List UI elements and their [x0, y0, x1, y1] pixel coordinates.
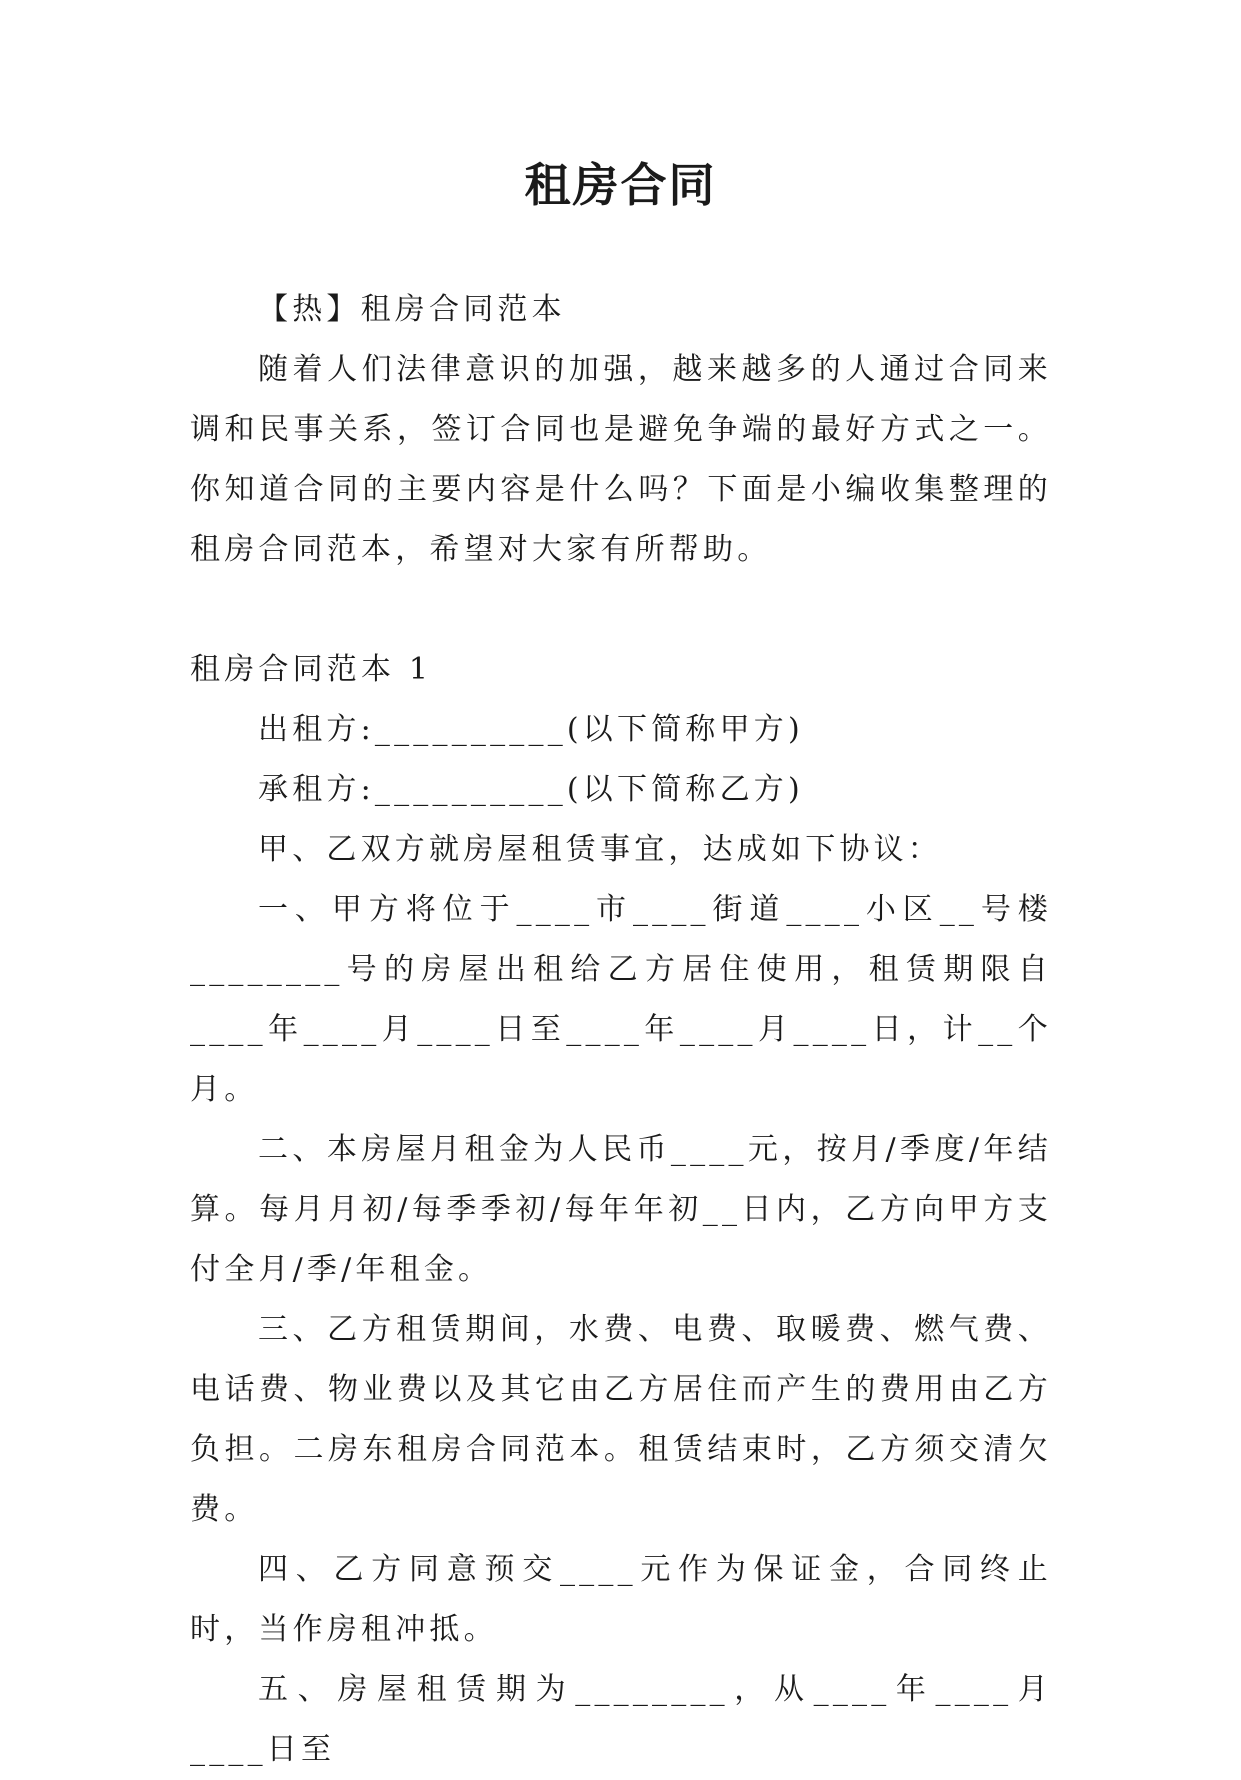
clause-5: 五、房屋租赁期为________，从____年____月____日至 — [190, 1672, 1052, 1767]
spacer — [190, 580, 1052, 640]
clause-1: 一、甲方将位于____市____街道____小区__号楼________号的房屋出租给乙方居住使用，租赁期限自____年____月____日至____年____月____日，计__个月。 — [190, 892, 1052, 1107]
lessor-line: 出租方:__________(以下简称甲方) — [258, 712, 804, 747]
clause-3: 三、乙方租赁期间，水费、电费、取暖费、燃气费、电话费、物业费以及其它由乙方居住而产生的费用由乙方负担。二房东租房合同范本。租赁结束时，乙方须交清欠费。 — [190, 1312, 1052, 1527]
intro-paragraph: 随着人们法律意识的加强，越来越多的人通过合同来调和民事关系，签订合同也是避免争端的最好方式之一。你知道合同的主要内容是什么吗？下面是小编收集整理的租房合同范本，希望对大家有所帮助。 — [190, 352, 1052, 567]
section-heading: 租房合同范本 1 — [190, 652, 433, 687]
intro-heading: 【热】租房合同范本 — [258, 292, 566, 327]
agreement-intro: 甲、乙双方就房屋租赁事宜，达成如下协议： — [258, 832, 942, 867]
document-body — [190, 280, 1052, 1780]
clause-4: 四、乙方同意预交____元作为保证金，合同终止时，当作房租冲抵。 — [190, 1552, 1052, 1647]
clause-2: 二、本房屋月租金为人民币____元，按月/季度/年结算。每月月初/每季季初/每年年初__日内，乙方向甲方支付全月/季/年租金。 — [190, 1132, 1052, 1287]
document-title: 租房合同 — [524, 158, 717, 212]
lessee-line: 承租方:__________(以下简称乙方) — [258, 772, 804, 807]
